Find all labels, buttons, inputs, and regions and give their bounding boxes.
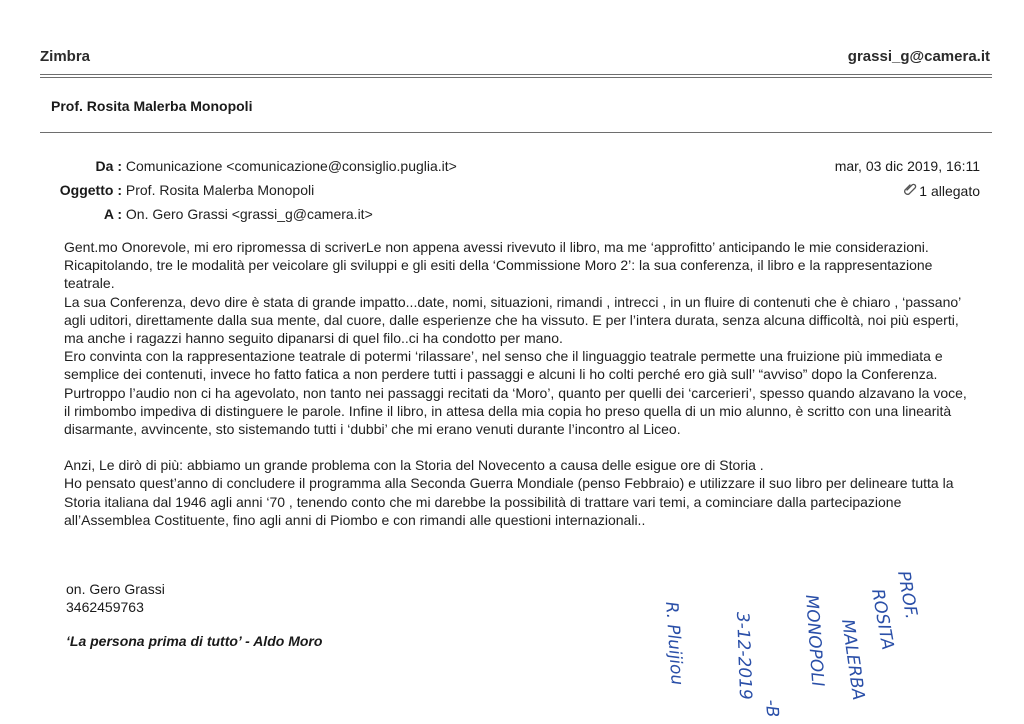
subject-value: Prof. Rosita Malerba Monopoli: [125, 182, 315, 198]
subject-row: [50, 182, 314, 198]
from-value: Comunicazione <comunicazione@consiglio.puglia.it>: [125, 158, 457, 174]
header-divider-secondary: [40, 77, 992, 78]
paperclip-icon: [903, 182, 917, 199]
handwritten-line: MALERBA: [837, 617, 869, 702]
to-value: On. Gero Grassi <grassi_g@camera.it>: [125, 206, 373, 222]
attachment-count: 1 allegato: [919, 182, 980, 199]
handwritten-note: [620, 540, 960, 724]
handwritten-line: 3-12-2019: [732, 611, 756, 701]
header-divider: [40, 74, 992, 75]
body-paragraph: Ricapitolando, tre le modalità per veicolare gli sviluppi e gli esiti della ‘Commissione Moro 2’: la sua conferenza, il libro e la rappresentazione teatrale.: [64, 257, 933, 292]
signature-quote: ‘La persona prima di tutto’ - Aldo Moro: [66, 633, 323, 649]
to-row: [50, 206, 373, 222]
body-paragraph: Ho pensato quest’anno di concludere il programma alla Seconda Guerra Mondiale (penso Febbraio) e utilizzare il suo libro per delineare tutta la Storia italiana dal 1946 agli anni ‘70 , tenendo conto che mi darebbe la possibilità di trattare vari temi, a cominciare dalla partecipazione all’Assemblea Costituente, fino agli anni di Piombo e con rimandi alle questioni internazionali..: [64, 475, 954, 528]
app-name: Zimbra: [40, 48, 91, 65]
body-paragraph: Ero convinta con la rappresentazione teatrale di potermi ‘rilassare’, nel senso che il linguaggio teatrale permette una fruizione più immediata e semplice dei contenuti, invece ho fatto fatica a non perdere tutti i passaggi e alcuni li ho colti perché ero già sull’ “avviso” dopo la Conferenza. Purtroppo l’audio non ci ha agevolato, non tanto nei passaggi recitati da ‘Moro’, quanto per quelli dei ‘carcerieri’, spesso quando alzavano la voce, il rimbombo impediva di distinguere le parole. Infine il libro, in attesa della mia copia ho preso quella di un mio alunno, è scritto con una linearità disarmante, avvincente, sto sistemando tutti i ‘dubbi’ che mi erano venuti durante l’incontro al Liceo.: [64, 348, 967, 438]
signature-phone: 3462459763: [66, 599, 144, 615]
from-row: [50, 158, 457, 174]
handwritten-line: PROF.: [893, 569, 922, 621]
body-paragraph: Gent.mo Onorevole, mi ero ripromessa di scriverLe non appena avessi rivevuto il libro, ma me ‘approfitto’ anticipando le mie considerazioni.: [64, 239, 929, 255]
subject-label: Oggetto :: [59, 182, 122, 198]
handwritten-line: ROSITA: [867, 587, 898, 652]
handwritten-line: -B: [761, 698, 783, 719]
body-paragraph: La sua Conferenza, devo dire è stata di grande impatto...date, nomi, situazioni, rimandi , intrecci , in un fluire di contenuti che è chiaro , ‘passano’ agli uditori, direttamente dalla sua mente, dal cuore, dalle esperienze che ha vissuto. E per l’intera durata, senza alcuna difficoltà, noi più esperti, ma anche i ragazzi hanno seguito dipanarsi di quel filo..ci ha condotto per mano.: [64, 293, 961, 347]
to-label: A :: [103, 206, 122, 222]
signature-block: [66, 580, 165, 616]
handwritten-line: MONOPOLI: [801, 593, 828, 688]
title-divider: [40, 132, 992, 133]
body-paragraph: Anzi, Le dirò di più: abbiamo un grande problema con la Storia del Novecento a causa delle esigue ore di Storia .: [64, 457, 764, 474]
from-label: Da :: [95, 158, 122, 174]
account-email: grassi_g@camera.it: [847, 48, 990, 65]
message-body: [64, 238, 974, 529]
message-title: Prof. Rosita Malerba Monopoli: [51, 98, 253, 114]
message-date: mar, 03 dic 2019, 16:11: [834, 158, 980, 174]
signature-name: on. Gero Grassi: [66, 581, 165, 597]
attachment-info: [903, 182, 980, 199]
handwritten-line: R. Pluijiou: [661, 600, 687, 686]
